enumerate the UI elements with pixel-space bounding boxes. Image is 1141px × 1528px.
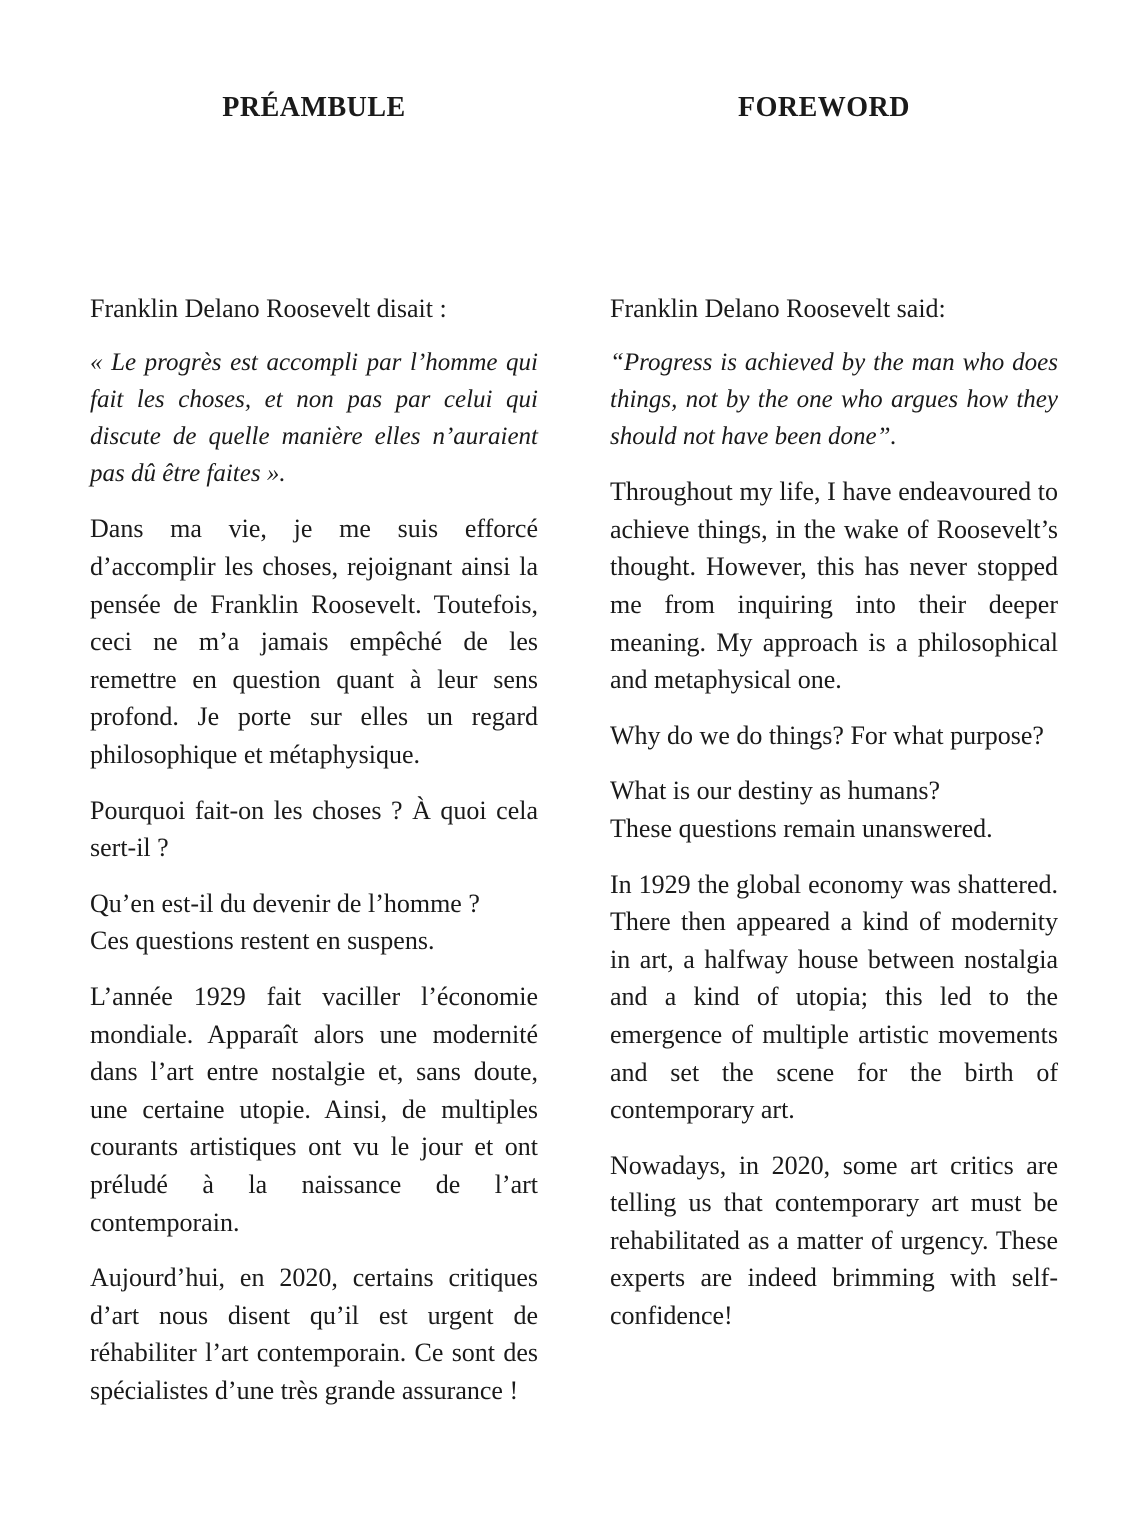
english-paragraph-3-line-1: What is our destiny as humans? — [610, 776, 940, 806]
french-paragraph-1: Dans ma vie, je me suis efforcé d’accomplir les choses, rejoignant ainsi la pensée de Franklin Roosevelt. Toutefois, ceci ne m’a jamais empêché de les remettre en question quant à leur sens profond. Je porte sur elles un regard philosophique et métaphysique. — [90, 514, 538, 769]
french-paragraph-3-line-1: Qu’en est-il du devenir de l’homme ? — [90, 888, 480, 918]
french-body — [90, 290, 538, 1427]
french-paragraph-2: Pourquoi fait-on les choses ? À quoi cela sert-il ? — [90, 795, 538, 863]
french-intro: Franklin Delano Roosevelt disait : — [90, 294, 447, 323]
english-body — [610, 290, 1058, 1353]
french-paragraph-5: Aujourd’hui, en 2020, certains critiques d’art nous disent qu’il est urgent de réhabiliter l’art contemporain. Ce sont des spécialistes d’une très grande assurance ! — [90, 1263, 538, 1405]
french-quote: « Le progrès est accompli par l’homme qui fait les choses, et non pas par celui qui discute de quelle manière elles n’auraient pas dû être faites ». — [90, 348, 538, 488]
english-quote: “Progress is achieved by the man who does things, not by the one who argues how they should not have been done”. — [610, 348, 1058, 450]
english-paragraph-5: Nowadays, in 2020, some art critics are telling us that contemporary art must be rehabilitated as a matter of urgency. These experts are indeed brimming with self-confidence! — [610, 1150, 1058, 1331]
french-paragraph-3 — [90, 885, 538, 960]
french-heading: PRÉAMBULE — [222, 92, 406, 123]
english-heading: FOREWORD — [738, 92, 910, 123]
french-paragraph-4: L’année 1929 fait vaciller l’économie mondiale. Apparaît alors une modernité dans l’art entre nostalgie et, sans doute, une certaine utopie. Ainsi, de multiples courants artistiques ont vu le jour et ont préludé à la naissance de l’art contemporain. — [90, 981, 538, 1237]
english-paragraph-3-line-2: These questions remain unanswered. — [610, 813, 993, 843]
english-paragraph-3 — [610, 772, 1058, 847]
english-paragraph-2: Why do we do things? For what purpose? — [610, 720, 1044, 750]
english-intro: Franklin Delano Roosevelt said: — [610, 294, 946, 323]
french-paragraph-3-line-2: Ces questions restent en suspens. — [90, 926, 435, 956]
english-paragraph-4: In 1929 the global economy was shattered. There then appeared a kind of modernity in art, a halfway house between nostalgia and a kind of utopia; this led to the emergence of multiple artistic movements and set the scene for the birth of contemporary art. — [610, 869, 1058, 1125]
english-paragraph-1: Throughout my life, I have endeavoured to achieve things, in the wake of Roosevelt’s thought. However, this has never stopped me from inquiring into their deeper meaning. My approach is a philosophical and metaphysical one. — [610, 477, 1058, 695]
